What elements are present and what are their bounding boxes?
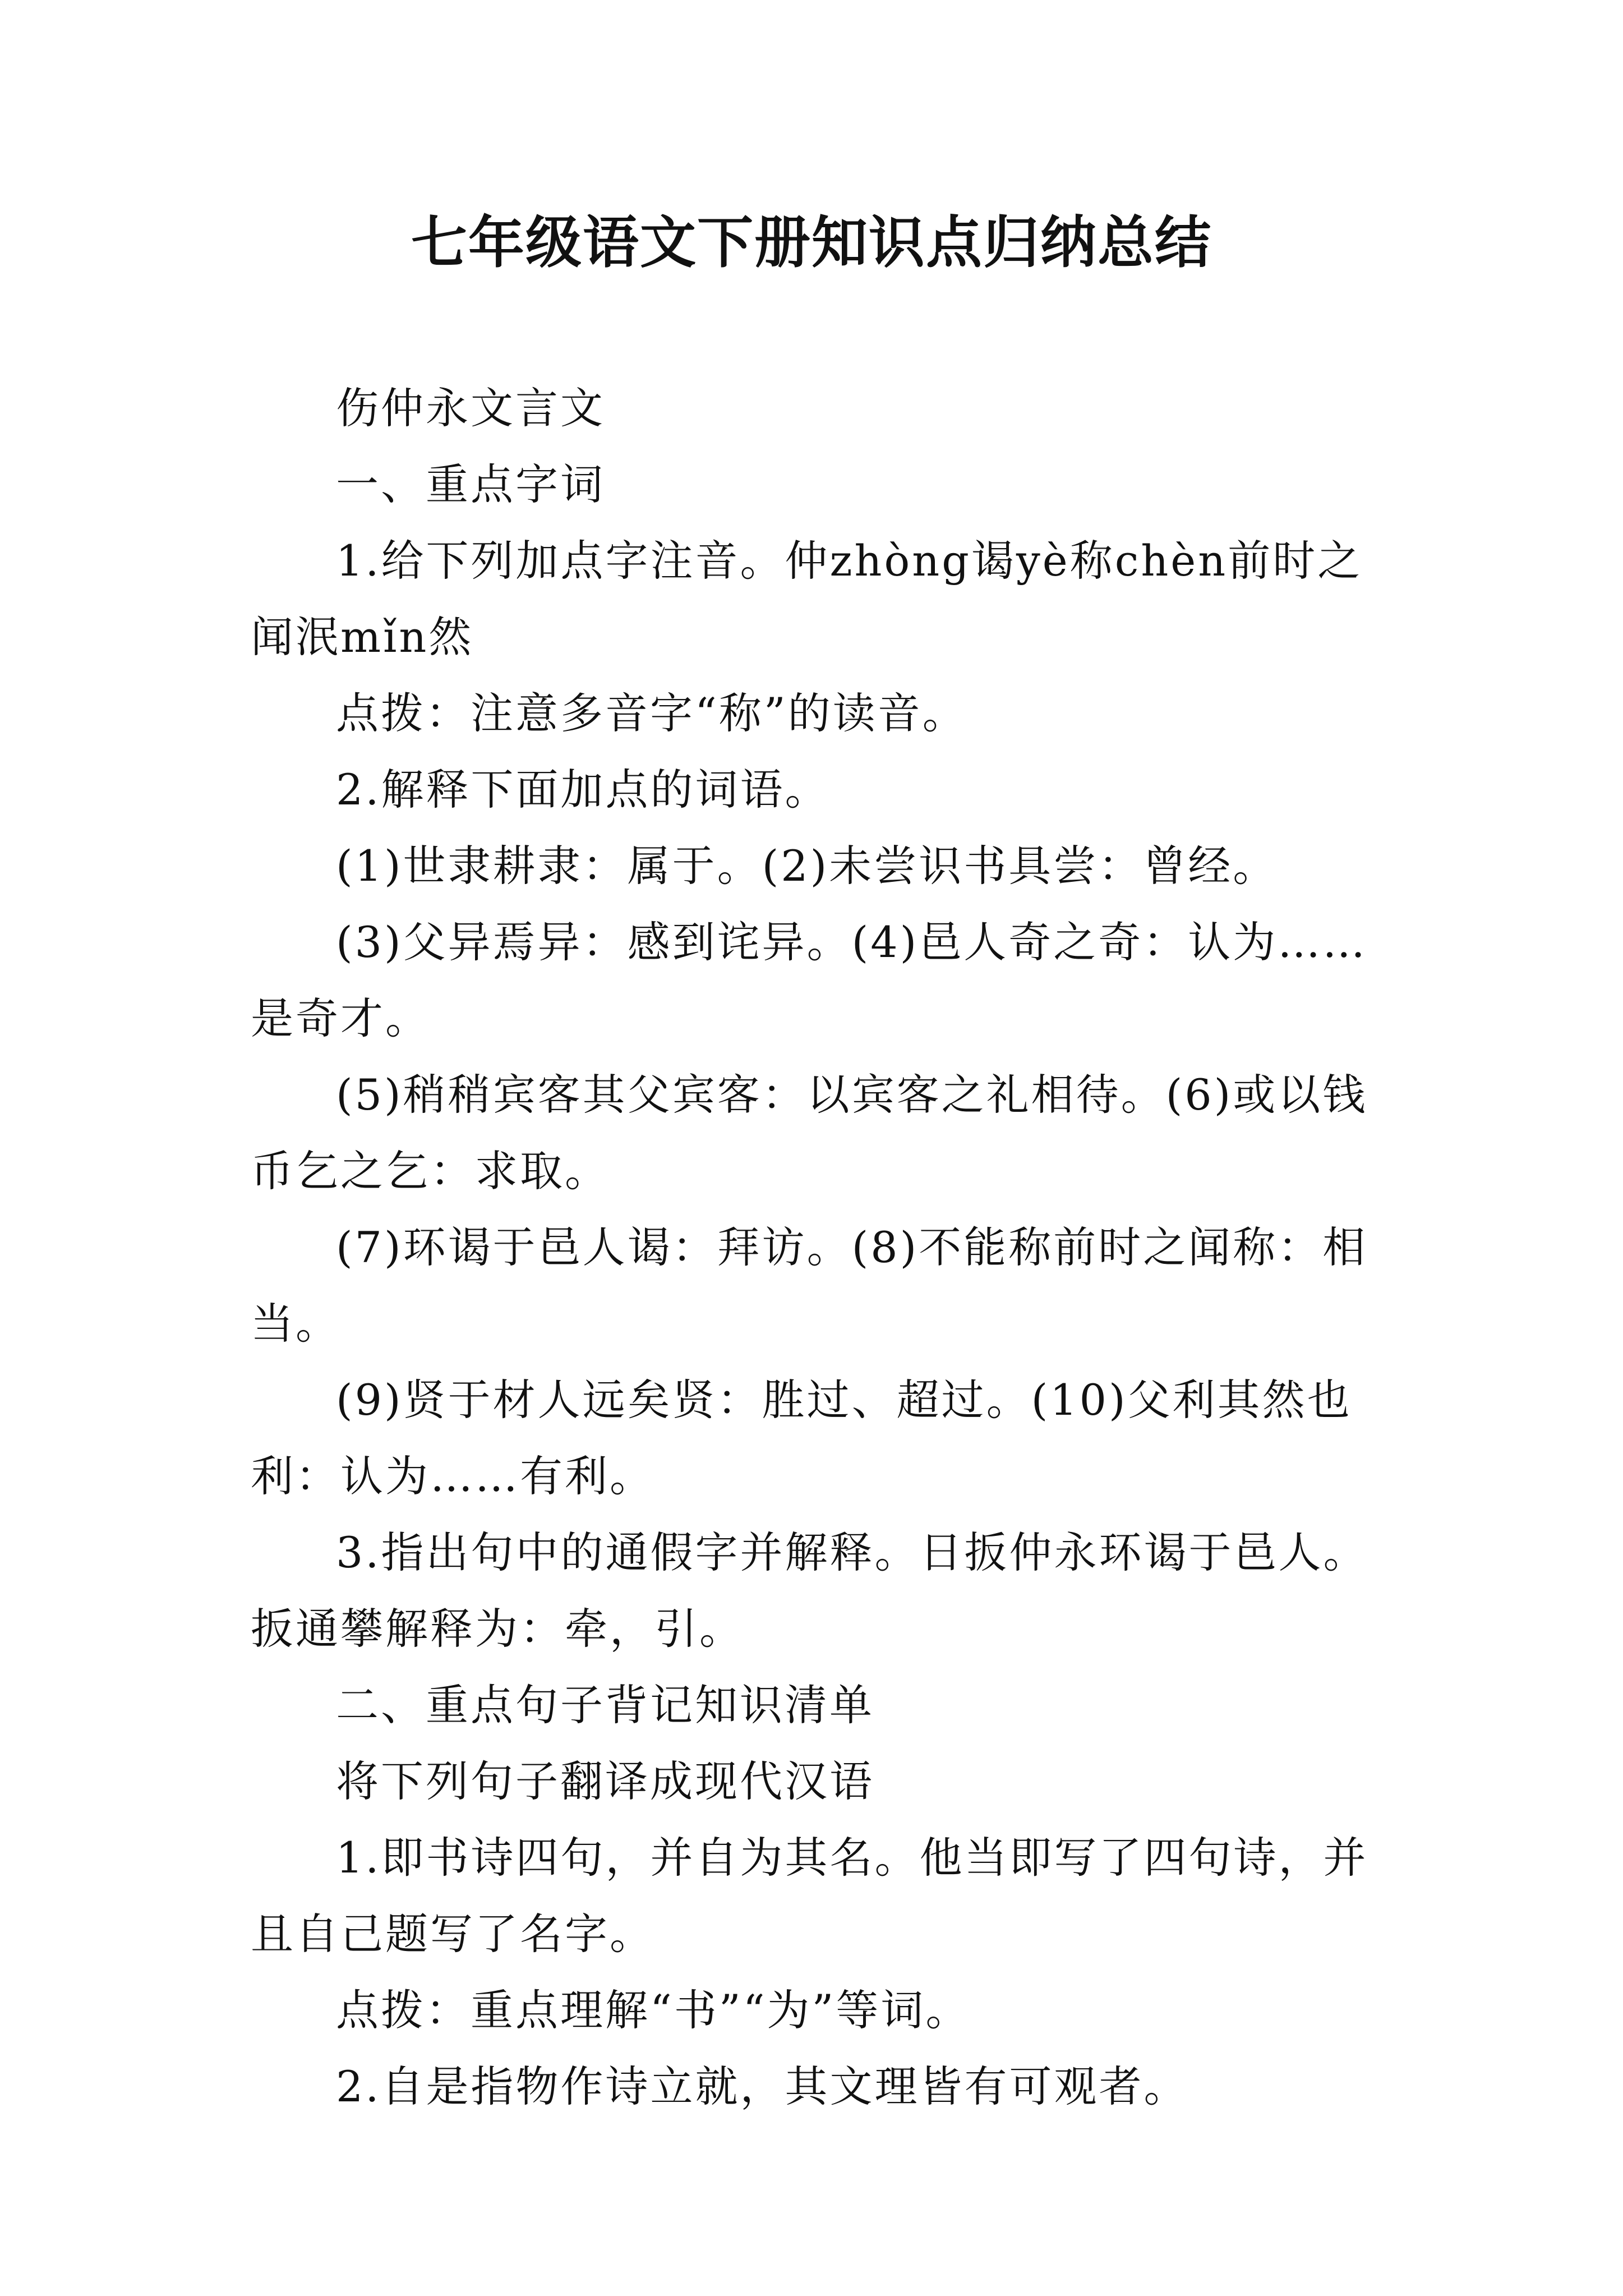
paragraph-answer-3-4: (3)父异焉异：感到诧异。(4)邑人奇之奇：认为……是奇才。	[251, 917, 1368, 1043]
paragraph-tip-1: 点拨：注意多音字“称”的读音。	[336, 688, 967, 738]
paragraph-part-one-heading: 一、重点字词	[336, 459, 605, 509]
paragraph-sentence-2: 2.自是指物作诗立就，其文理皆有可观者。	[336, 2062, 1189, 2111]
paragraph-answer-9-10: (9)贤于材人远矣贤：胜过、超过。(10)父利其然也利：认为……有利。	[251, 1375, 1352, 1501]
paragraph-section-heading: 伤仲永文言文	[336, 383, 605, 433]
paragraph-sentence-1: 1.即书诗四句，并自为其名。他当即写了四句诗，并且自己题写了名字。	[251, 1833, 1368, 1959]
paragraph-answer-7-8: (7)环谒于邑人谒：拜访。(8)不能称前时之闻称：相当。	[251, 1222, 1368, 1349]
paragraph-answer-1-2: (1)世隶耕隶：属于。(2)未尝识书具尝：曾经。	[336, 841, 1278, 891]
paragraph-translate-instruction: 将下列句子翻译成现代汉语	[336, 1756, 874, 1806]
paragraph-question-2: 2.解释下面加点的词语。	[336, 765, 830, 815]
paragraph-tip-2: 点拨：重点理解“书”“为”等词。	[336, 1985, 971, 2035]
paragraph-answer-5-6: (5)稍稍宾客其父宾客：以宾客之礼相待。(6)或以钱币乞之乞：求取。	[251, 1070, 1368, 1196]
document-body	[251, 370, 1389, 2125]
paragraph-question-1: 1.给下列加点字注音。仲zhòng谒yè称chèn前时之闻泯mǐn然	[251, 536, 1363, 662]
paragraph-part-two-heading: 二、重点句子背记知识清单	[336, 1680, 874, 1730]
document-title: 七年级语文下册知识点归纳总结	[411, 209, 1212, 275]
paragraph-question-3: 3.指出句中的通假字并解释。日扳仲永环谒于邑人。扳通攀解释为：牵，引。	[251, 1527, 1368, 1654]
